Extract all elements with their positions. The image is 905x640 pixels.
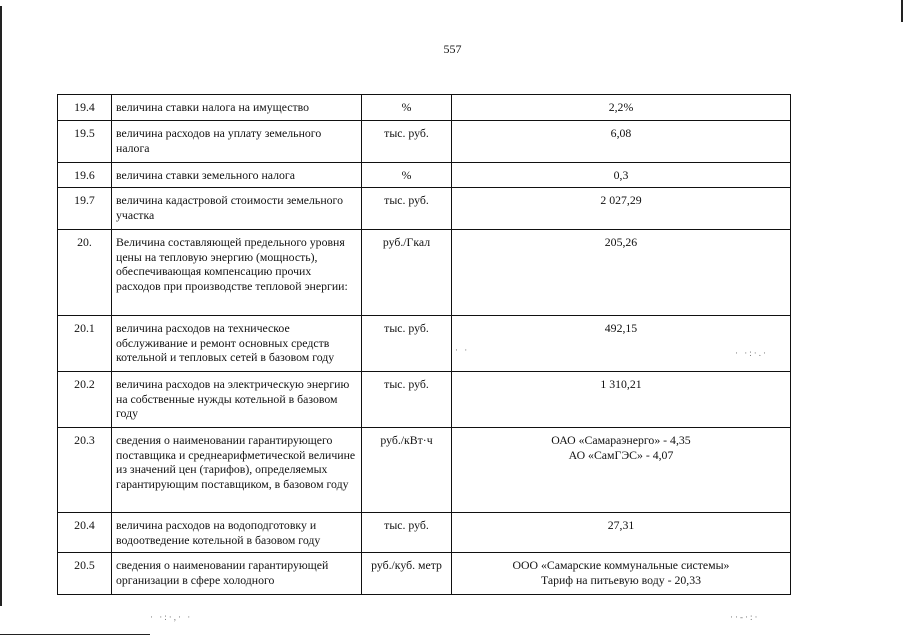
row-description: величина расходов на техническое обслуживание и ремонт основных средств котельной и тепловых сетей в базовом году (112, 316, 362, 372)
row-value-line: 6,08 (610, 126, 632, 140)
row-value-line: 0,3 (613, 168, 629, 182)
table-body (58, 95, 791, 595)
table-row (58, 121, 791, 163)
row-value (452, 316, 791, 372)
row-unit: % (362, 163, 452, 188)
table-row (58, 513, 791, 553)
tariff-parameters-table (57, 94, 791, 595)
scan-bottom-rule (0, 634, 150, 635)
row-value-line: 2 027,29 (600, 193, 642, 207)
row-number: 19.4 (58, 95, 112, 121)
table-row (58, 163, 791, 188)
page-number: 557 (443, 42, 462, 56)
row-description: сведения о наименовании гарантирующей организации в сфере холодного (112, 553, 362, 595)
scan-speckle: · ·:·.· (735, 348, 768, 358)
row-number: 19.6 (58, 163, 112, 188)
row-unit: тыс. руб. (362, 513, 452, 553)
row-value-line: 205,26 (604, 235, 638, 249)
row-value-line: 492,15 (604, 321, 638, 335)
row-number: 20.5 (58, 553, 112, 595)
row-unit: тыс. руб. (362, 316, 452, 372)
table-row (58, 230, 791, 316)
row-value (452, 163, 791, 188)
row-value (452, 553, 791, 595)
row-value (452, 513, 791, 553)
table-row (58, 316, 791, 372)
row-value (452, 188, 791, 230)
row-value-line: ОАО «Самараэнерго» - 4,35 (551, 433, 691, 447)
row-value-line: АО «СамГЭС» - 4,07 (568, 447, 674, 462)
row-value (452, 372, 791, 428)
table-row (58, 188, 791, 230)
row-number: 20.2 (58, 372, 112, 428)
row-description: сведения о наименовании гарантирующего поставщика и среднеарифметической величине из значений цен (тарифов), определяемых гарантирующим поставщиком, в базовом году (112, 428, 362, 513)
row-number: 20.1 (58, 316, 112, 372)
row-value (452, 121, 791, 163)
row-number: 19.5 (58, 121, 112, 163)
row-unit: % (362, 95, 452, 121)
row-value-line: 1 310,21 (600, 377, 642, 391)
table-row (58, 428, 791, 513)
table-row (58, 553, 791, 595)
row-description: Величина составляющей предельного уровня цены на тепловую энергию (мощность), обеспечивающая компенсацию прочих расходов при производстве тепловой энергии: (112, 230, 362, 316)
row-value (452, 230, 791, 316)
scan-border-right (901, 0, 903, 22)
row-value (452, 428, 791, 513)
row-unit: руб./куб. метр (362, 553, 452, 595)
scan-speckle: ··-·:· (730, 612, 760, 622)
row-number: 20. (58, 230, 112, 316)
row-description: величина ставки налога на имущество (112, 95, 362, 121)
row-unit: тыс. руб. (362, 188, 452, 230)
row-description: величина расходов на водоподготовку и водоотведение котельной в базовом году (112, 513, 362, 553)
row-value-line: Тариф на питьевую воду - 20,33 (541, 572, 701, 587)
scan-border-left (0, 6, 2, 606)
row-number: 20.3 (58, 428, 112, 513)
row-value-line: ООО «Самарские коммунальные системы» (512, 558, 730, 572)
scan-speckle: · ·:·,· · (150, 612, 193, 622)
row-unit: руб./Гкал (362, 230, 452, 316)
row-number: 19.7 (58, 188, 112, 230)
row-value-line: 2,2% (608, 100, 634, 114)
row-unit: руб./кВт·ч (362, 428, 452, 513)
row-description: величина кадастровой стоимости земельного участка (112, 188, 362, 230)
row-number: 20.4 (58, 513, 112, 553)
table-row (58, 372, 791, 428)
row-unit: тыс. руб. (362, 372, 452, 428)
row-unit: тыс. руб. (362, 121, 452, 163)
row-value-line: 27,31 (607, 518, 635, 532)
row-description: величина расходов на уплату земельного налога (112, 121, 362, 163)
row-value (452, 95, 791, 121)
table-row (58, 95, 791, 121)
row-description: величина расходов на электрическую энергию на собственные нужды котельной в базовом году (112, 372, 362, 428)
scan-speckle: · · (455, 345, 470, 355)
row-description: величина ставки земельного налога (112, 163, 362, 188)
